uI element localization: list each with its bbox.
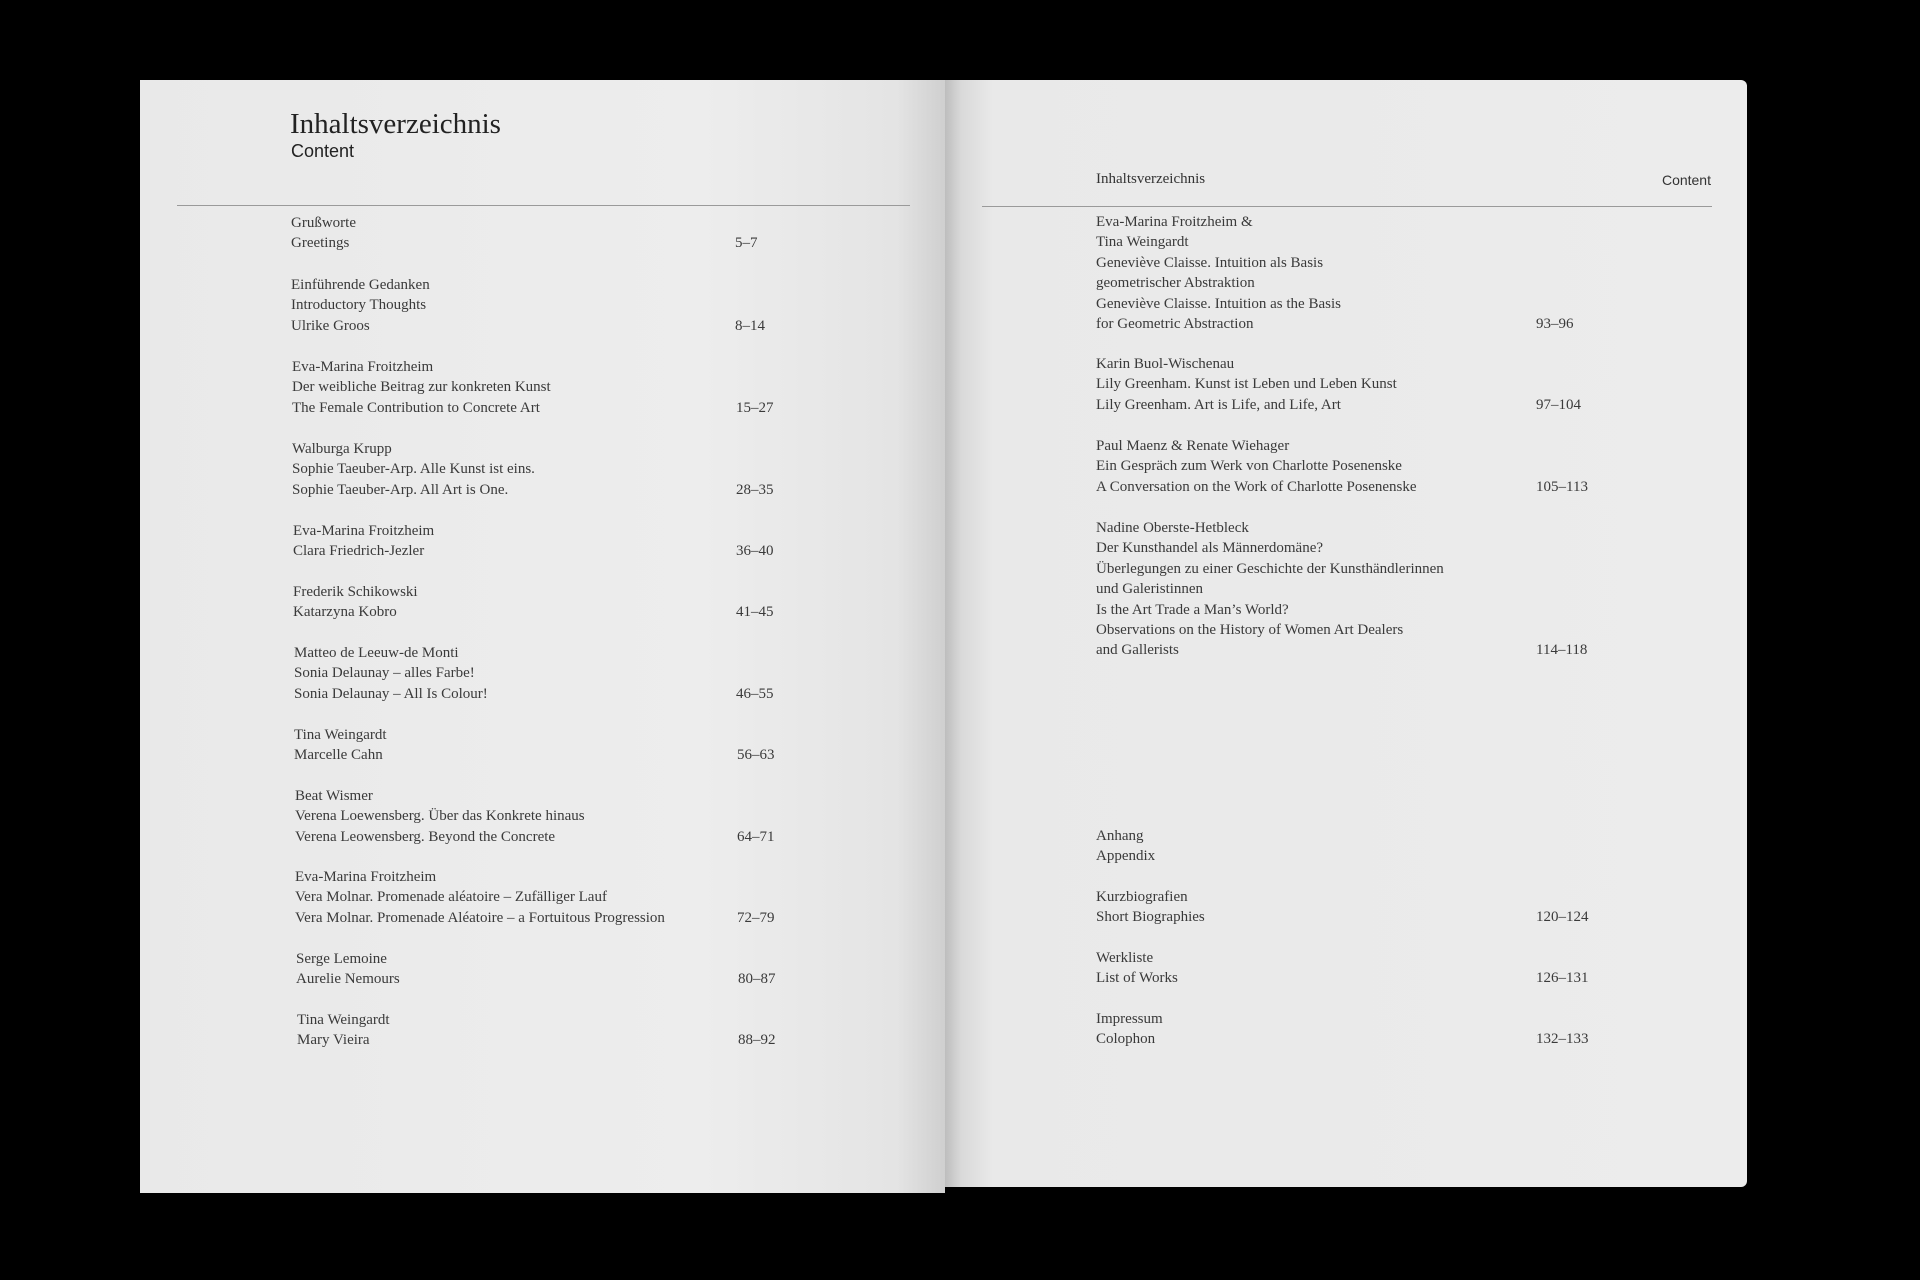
toc-entry-line: Greetings <box>291 235 350 252</box>
toc-entry-line: Anhang <box>1096 828 1144 844</box>
page-subtitle: Content <box>291 141 355 161</box>
toc-entry-line: Clara Friedrich-Jezler <box>293 543 425 560</box>
toc-entry-line: Serge Lemoine <box>296 951 387 967</box>
toc-entry-line: Geneviève Claisse. Intuition als Basis <box>1096 254 1324 271</box>
toc-entry-line: Überlegungen zu einer Geschichte der Kunsthändlerinnen <box>1096 560 1444 577</box>
toc-entry <box>1096 826 1155 867</box>
toc-entry-line: Grußworte <box>291 215 356 231</box>
toc-entry-line: Verena Leowensberg. Beyond the Concrete <box>295 828 556 845</box>
toc-page-range: 114–118 <box>1536 642 1588 659</box>
toc-entry <box>292 439 535 500</box>
toc-entry-line: Mary Vieira <box>297 1032 370 1049</box>
toc-entry-line: Lily Greenham. Kunst ist Leben und Leben Kunst <box>1096 376 1397 393</box>
left-divider <box>177 205 910 206</box>
page-title: Inhaltsverzeichnis <box>290 108 501 140</box>
toc-page-range: 5–7 <box>735 235 758 252</box>
toc-entry-line: Beat Wismer <box>295 788 373 804</box>
toc-entry-line: und Galeristinnen <box>1096 581 1204 598</box>
toc-entry-line: Colophon <box>1096 1031 1156 1048</box>
toc-entry-line: Nadine Oberste-Hetbleck <box>1096 520 1249 536</box>
toc-entry <box>292 357 551 418</box>
toc-entry-line: Introductory Thoughts <box>291 297 427 314</box>
toc-entry-line: A Conversation on the Work of Charlotte Posenenske <box>1096 478 1417 495</box>
toc-entry-line: Vera Molnar. Promenade Aléatoire – a Fortuitous Progression <box>295 909 665 926</box>
toc-entry <box>291 213 356 254</box>
toc-page-range: 97–104 <box>1536 396 1581 413</box>
toc-entry <box>1096 887 1205 928</box>
toc-page-range: 64–71 <box>737 828 775 845</box>
toc-entry-line: Frederik Schikowski <box>293 584 418 600</box>
toc-entry <box>294 725 387 766</box>
running-head-de: Inhaltsverzeichnis <box>1096 171 1206 187</box>
toc-page-range: 41–45 <box>736 604 774 621</box>
toc-page-range: 56–63 <box>737 747 775 764</box>
toc-entry-line: Der Kunsthandel als Männerdomäne? <box>1096 540 1324 557</box>
toc-entry-line: Eva-Marina Froitzheim & <box>1096 214 1253 230</box>
toc-entry-line: Is the Art Trade a Man’s World? <box>1096 601 1289 618</box>
toc-entry-line: Walburga Krupp <box>292 441 392 457</box>
toc-page-range: 28–35 <box>736 481 774 498</box>
toc-page-range: 46–55 <box>736 685 774 702</box>
toc-entry-line: geometrischer Abstraktion <box>1096 275 1255 292</box>
toc-entry <box>1096 354 1397 415</box>
toc-entry-line: Kurzbiografien <box>1096 889 1188 905</box>
toc-entry-line: Eva-Marina Froitzheim <box>293 523 435 539</box>
toc-entry-line: Der weibliche Beitrag zur konkreten Kunst <box>292 379 551 396</box>
toc-entry-line: Impressum <box>1096 1011 1163 1027</box>
toc-entry-line: Tina Weingardt <box>1096 234 1189 251</box>
toc-entry-line: Einführende Gedanken <box>291 277 430 293</box>
toc-entry-line: Ulrike Groos <box>291 317 370 334</box>
toc-entry-line: Appendix <box>1096 848 1156 865</box>
toc-entry-line: Sonia Delaunay – alles Farbe! <box>294 665 475 682</box>
toc-entry <box>1096 212 1341 334</box>
toc-entry-line: Short Biographies <box>1096 909 1205 926</box>
toc-page-range: 120–124 <box>1536 909 1589 926</box>
toc-entry <box>291 275 430 336</box>
toc-entry-line: Aurelie Nemours <box>296 971 400 988</box>
toc-entry-line: Marcelle Cahn <box>294 747 383 764</box>
toc-page-range: 132–133 <box>1536 1031 1589 1048</box>
toc-entry-line: Tina Weingardt <box>294 727 387 743</box>
toc-entry <box>295 786 585 847</box>
toc-entry-line: Eva-Marina Froitzheim <box>295 869 437 885</box>
toc-entry-line: Sophie Taeuber-Arp. All Art is One. <box>292 481 509 498</box>
toc-entry <box>1096 1009 1163 1050</box>
toc-entry <box>293 582 418 623</box>
toc-page-range: 80–87 <box>738 971 776 988</box>
toc-page-range: 88–92 <box>738 1032 776 1049</box>
toc-entry-line: Lily Greenham. Art is Life, and Life, Art <box>1096 396 1341 413</box>
toc-entry <box>1096 948 1178 989</box>
toc-entry-line: Observations on the History of Women Art Dealers <box>1096 622 1404 639</box>
left-page <box>140 80 945 1193</box>
toc-entry <box>295 867 665 928</box>
toc-page-range: 105–113 <box>1536 478 1588 495</box>
toc-page-range: 93–96 <box>1536 316 1574 332</box>
toc-entry-line: The Female Contribution to Concrete Art <box>292 399 540 416</box>
toc-entry <box>296 949 400 990</box>
toc-entry-line: Werkliste <box>1096 950 1154 966</box>
toc-entry-line: Geneviève Claisse. Intuition as the Basis <box>1096 295 1341 312</box>
toc-entry-line: Ein Gespräch zum Werk von Charlotte Posenenske <box>1096 458 1402 475</box>
toc-entry-line: Katarzyna Kobro <box>293 604 397 621</box>
toc-entry <box>1096 518 1444 661</box>
toc-page-range: 8–14 <box>735 317 765 334</box>
toc-entry-line: List of Works <box>1096 970 1178 987</box>
right-divider <box>982 206 1712 207</box>
toc-page-range: 72–79 <box>737 909 775 926</box>
toc-entry <box>293 521 434 562</box>
toc-entry <box>294 643 488 704</box>
toc-page-range: 36–40 <box>736 543 774 560</box>
toc-entry-line: Matteo de Leeuw-de Monti <box>294 645 459 661</box>
toc-entry-line: Sophie Taeuber-Arp. Alle Kunst ist eins. <box>292 461 535 478</box>
toc-entry-line: Karin Buol-Wischenau <box>1096 356 1235 372</box>
toc-entry-line: Sonia Delaunay – All Is Colour! <box>294 685 488 702</box>
running-head-en: Content <box>1661 172 1711 188</box>
toc-page-range: 15–27 <box>736 399 774 416</box>
toc-entry-line: for Geometric Abstraction <box>1096 316 1254 333</box>
toc-entry <box>1096 436 1417 497</box>
toc-entry-line: Vera Molnar. Promenade aléatoire – Zufälliger Lauf <box>295 889 607 906</box>
toc-entry-line: and Gallerists <box>1096 642 1179 659</box>
toc-entry-line: Tina Weingardt <box>297 1012 390 1028</box>
toc-entry-line: Verena Loewensberg. Über das Konkrete hinaus <box>295 808 585 825</box>
toc-entry-line: Eva-Marina Froitzheim <box>292 359 434 375</box>
toc-entry-line: Paul Maenz & Renate Wiehager <box>1096 438 1290 454</box>
toc-page-range: 126–131 <box>1536 970 1589 987</box>
toc-entry <box>297 1010 390 1051</box>
